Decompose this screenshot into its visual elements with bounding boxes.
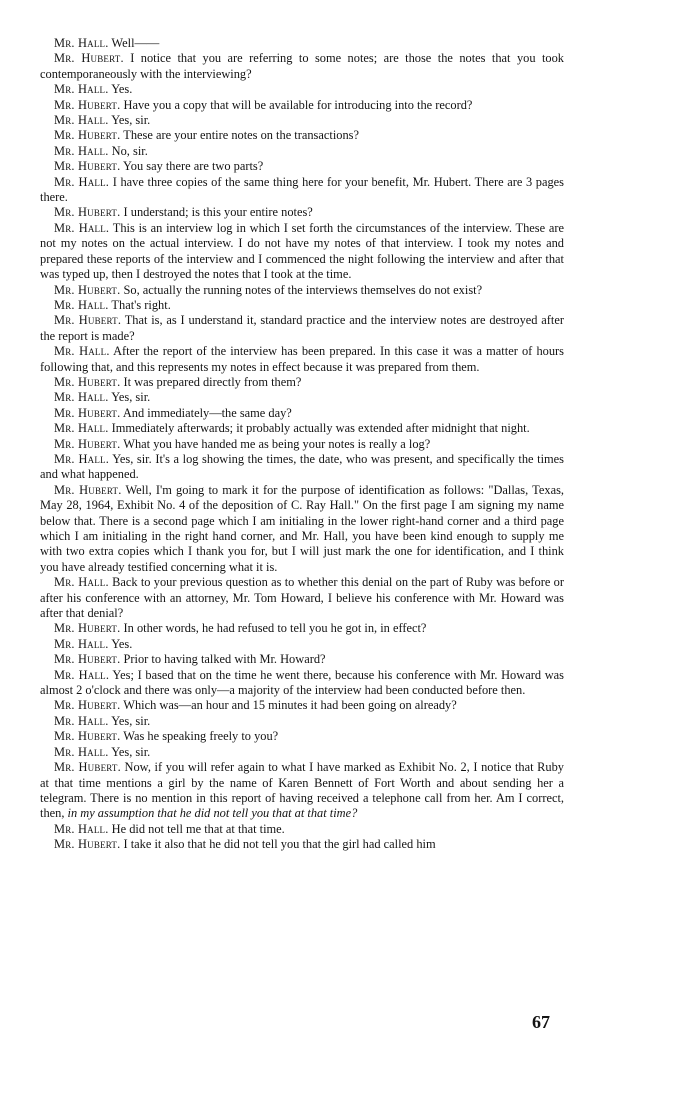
speaker-name: Mr. Hubert. [54,128,121,143]
transcript-paragraph [40,82,564,97]
transcript-paragraph [40,668,564,699]
speech-text: Immediately afterwards; it probably actually was extended after midnight that night. [108,421,530,436]
speech-text: Back to your previous question as to whether this denial on the part of Ruby was before or after his conference with an attorney, Mr. Tom Howard, I believe his conference with Mr. Howard was after that denial? [40,575,564,621]
transcript-paragraph [40,159,564,174]
speaker-name: Mr. Hubert. [54,51,124,66]
speaker-name: Mr. Hubert. [54,313,122,328]
speaker-name: Mr. Hall. [54,390,109,405]
speech-text: And immediately—the same day? [120,405,292,420]
speech-text: Yes, sir. [108,713,151,728]
speech-text: You say there are two parts? [120,159,264,174]
speech-text: No, sir. [108,143,148,158]
speaker-name: Mr. Hubert. [54,482,122,497]
speech-text: I have three copies of the same thing here for your benefit, Mr. Hubert. There are 3 pages there. [40,174,564,205]
transcript-paragraph [40,36,564,51]
transcript-paragraph [40,205,564,220]
transcript-paragraph [40,390,564,405]
speech-text: This is an interview log in which I set forth the circumstances of the interview. These are not my notes on the actual interview. I do not have my notes of that interview. I took my notes and prepared these reports of the interview and I commenced the night following the interview and after that was typed up, then I destroyed the notes that I took at the time. [40,220,564,282]
transcript-paragraph [40,483,564,575]
speaker-name: Mr. Hubert. [54,97,121,112]
speaker-name: Mr. Hall. [54,36,109,50]
speech-text: That is, as I understand it, standard practice and the interview notes are destroyed after the report is made? [40,313,564,343]
speaker-name: Mr. Hubert. [54,652,121,667]
speaker-name: Mr. Hall. [54,713,109,728]
speaker-name: Mr. Hall. [54,821,109,836]
speaker-name: Mr. Hall. [54,744,109,759]
transcript-paragraph [40,745,564,760]
speech-text: Yes, sir. It's a log showing the times, the date, who was present, and specifically the times and what happened. [40,451,565,482]
speech-text: I notice that you are referring to some notes; are those the notes that you took contemporaneously with the interviewing? [40,51,564,81]
transcript-paragraph [40,144,564,159]
page-number: 67 [532,1012,550,1032]
transcript-paragraph [40,221,564,283]
speaker-name: Mr. Hubert. [54,405,121,420]
transcript-paragraph [40,452,564,483]
speech-text: I take it also that he did not tell you that the girl had called him [120,837,436,852]
speaker-name: Mr. Hubert. [54,436,121,451]
speaker-name: Mr. Hubert. [54,729,121,744]
speaker-name: Mr. Hubert. [54,282,121,297]
transcript-paragraph [40,344,564,375]
transcript-paragraph [40,729,564,744]
transcript-paragraph [40,714,564,729]
speech-text: He did not tell me that at that time. [108,821,285,836]
speech-text: Yes. [108,82,133,97]
speech-text: Prior to having talked with Mr. Howard? [120,652,326,667]
speech-text: I understand; is this your entire notes? [120,205,313,220]
speaker-name: Mr. Hubert. [54,159,121,174]
speaker-name: Mr. Hall. [54,636,109,651]
transcript-paragraph [40,98,564,113]
speech-text: It was prepared directly from them? [120,374,302,389]
speech-text: After the report of the interview has been prepared. In this case it was a matter of hours following that, and this represents my notes in effect because it was prepared from them. [40,344,564,374]
speech-text: Yes, sir. [108,744,151,759]
speech-text: What you have handed me as being your notes is really a log? [120,436,431,451]
italic-text: in my assumption that he did not tell you that at that time? [67,806,358,821]
speech-text: Yes; I based that on the time he went there, because his conference with Mr. Howard was almost 2 o'clock and there was only—a majority of the interview had been conducted before then. [40,667,564,698]
speaker-name: Mr. Hall. [54,667,110,682]
transcript-paragraph [40,652,564,667]
speech-text: Yes, sir. [108,390,151,405]
transcript-paragraph [40,375,564,390]
speaker-name: Mr. Hubert. [54,621,121,636]
transcript-paragraph [40,637,564,652]
speaker-name: Mr. Hall. [54,451,110,466]
speech-text: So, actually the running notes of the interviews themselves do not exist? [120,282,483,297]
transcript-paragraph [40,298,564,313]
speech-text: Which was—an hour and 15 minutes it had been going on already? [120,698,457,713]
transcript-paragraph [40,283,564,298]
transcript-paragraph [40,113,564,128]
transcript-paragraph [40,313,564,344]
transcript-paragraph [40,760,564,822]
transcript-paragraph [40,698,564,713]
transcript-paragraph [40,837,564,852]
speaker-name: Mr. Hall. [54,344,110,359]
transcript-page [40,36,564,853]
transcript-paragraph [40,575,564,621]
speaker-name: Mr. Hubert. [54,205,121,220]
speaker-name: Mr. Hall. [54,575,109,590]
speaker-name: Mr. Hubert. [54,374,121,389]
speech-text: Yes, sir. [108,113,151,128]
speaker-name: Mr. Hall. [54,421,109,436]
speech-text: Well, I'm going to mark it for the purpose of identification as follows: "Dallas, Texas, May 28, 1964, Exhibit No. 4 of the deposition of C. Ray Hall." On the first page I am signing my name below that. There is a second page which I am initialing in the lower right-hand corner and a third page which I am initialing in the right hand corner, and Mr. Hall, you have been kind enough to supply me with two extra copies which I thank you for, but I will just mark the one for identification, and I think you have already testified concerning what it is. [40,482,564,574]
speaker-name: Mr. Hall. [54,143,109,158]
transcript-paragraph [40,621,564,636]
transcript-paragraph [40,421,564,436]
speaker-name: Mr. Hubert. [54,698,121,713]
speaker-name: Mr. Hall. [54,113,109,128]
transcript-paragraph [40,175,564,206]
transcript-paragraph [40,406,564,421]
transcript-paragraph [40,51,564,82]
speech-text: Yes. [108,636,133,651]
speaker-name: Mr. Hall. [54,220,110,235]
speaker-name: Mr. Hall. [54,174,110,189]
speech-text: Have you a copy that will be available for introducing into the record? [120,97,473,112]
speech-text: Was he speaking freely to you? [120,729,279,744]
transcript-paragraph [40,437,564,452]
speaker-name: Mr. Hall. [54,297,109,312]
speech-text: Well—— [108,36,160,50]
speaker-name: Mr. Hubert. [54,760,121,775]
speech-text: These are your entire notes on the transactions? [120,128,359,143]
speech-text: That's right. [108,297,171,312]
transcript-paragraph [40,822,564,837]
speaker-name: Mr. Hubert. [54,837,121,852]
speech-text: In other words, he had refused to tell you he got in, in effect? [120,621,427,636]
speech-text: Now, if you will refer again to what I have marked as Exhibit No. 2, I notice that Ruby at that time mentions a girl by the name of Karen Bennett of Fort Worth and about sending her a telegram. There is no mention in this report of having received a telephone call from her. Am I correct, then, [40,760,564,821]
speaker-name: Mr. Hall. [54,82,109,97]
transcript-paragraph [40,128,564,143]
